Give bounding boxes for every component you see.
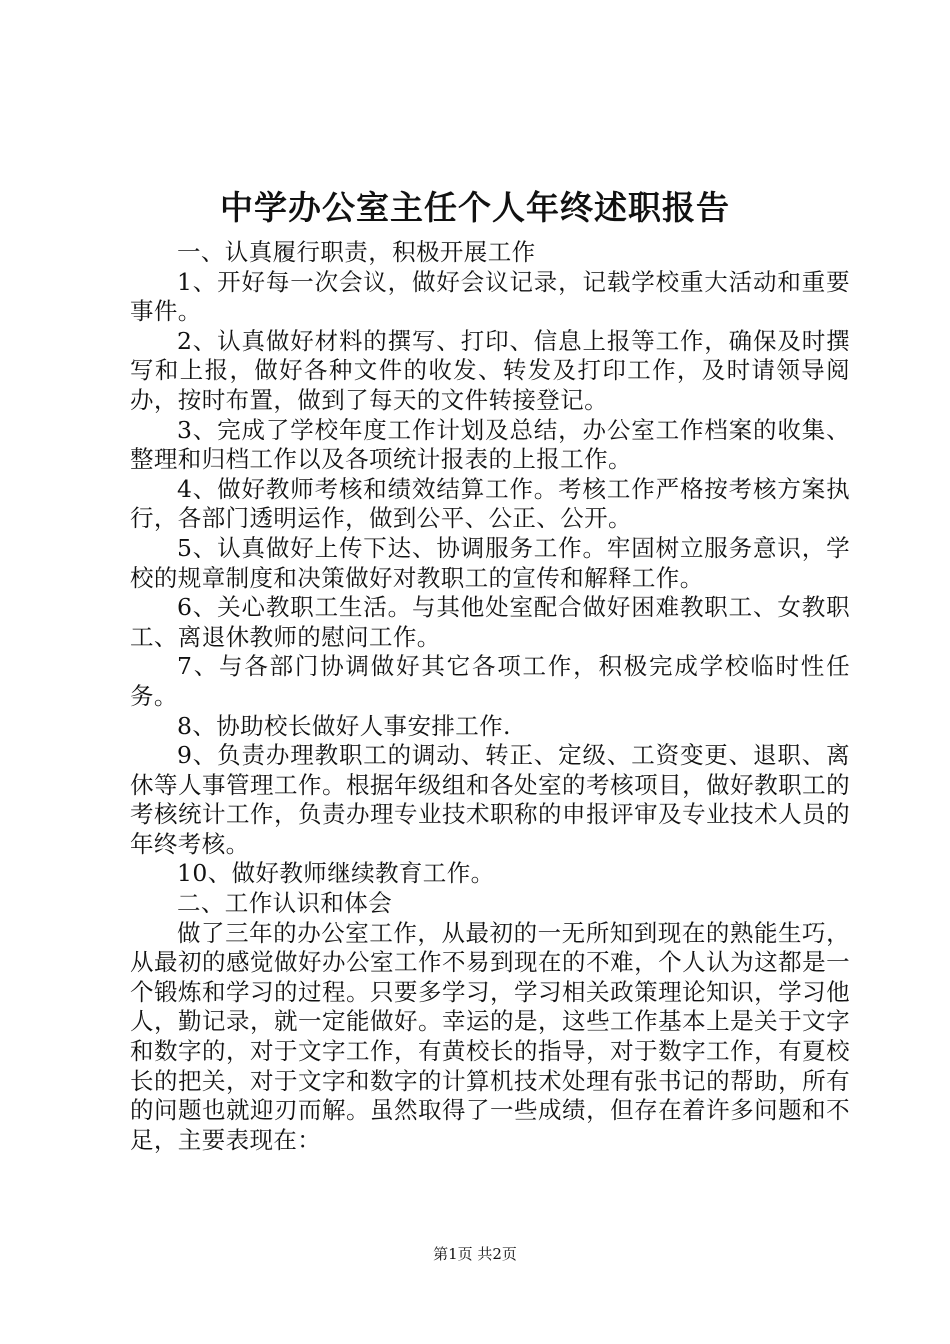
paragraph: 8、协助校长做好人事安排工作. [177,711,511,740]
page-footer: 第1页 共2页 [433,1245,517,1263]
document-title: 中学办公室主任个人年终述职报告 [220,188,730,227]
paragraph: 6、关心教职工生活。与其他处室配合做好困难教职工、女教职工、离退休教师的慰问工作。 [130,593,850,651]
paragraph: 9、负责办理教职工的调动、转正、定级、工资变更、退职、离休等人事管理工作。根据年级组和各处室的考核项目，做好教职工的考核统计工作，负责办理专业技术职称的申报评审及专业技术人员的年终考核。 [130,741,850,858]
paragraph: 做了三年的办公室工作，从最初的一无所知到现在的熟能生巧，从最初的感觉做好办公室工作不易到现在的不难，个人认为这都是一个锻炼和学习的过程。只要多学习，学习相关政策理论知识，学习他人，勤记录，就一定能做好。幸运的是，这些工作基本上是关于文字和数字的，对于文字工作，有黄校长的指导，对于数字工作，有夏校长的把关，对于文字和数字的计算机技术处理有张书记的帮助，所有的问题也就迎刃而解。虽然取得了一些成绩，但存在着许多问题和不足，主要表现在： [130,918,850,1154]
paragraph: 5、认真做好上传下达、协调服务工作。牢固树立服务意识，学校的规章制度和决策做好对教职工的宣传和解释工作。 [130,533,850,592]
section-heading: 二、工作认识和体会 [177,889,393,918]
section-heading: 一、认真履行职责，积极开展工作 [177,238,536,266]
paragraph: 1、开好每一次会议，做好会议记录，记载学校重大活动和重要事件。 [130,267,850,326]
paragraph: 2、认真做好材料的撰写、打印、信息上报等工作，确保及时撰写和上报，做好各种文件的收发、转发及打印工作，及时请领导阅办，按时布置，做到了每天的文件转接登记。 [130,326,850,414]
paragraph: 3、完成了学校年度工作计划及总结，办公室工作档案的收集、整理和归档工作以及各项统计报表的上报工作。 [130,415,850,474]
paragraph: 7、与各部门协调做好其它各项工作，积极完成学校临时性任务。 [130,652,850,710]
paragraph: 4、做好教师考核和绩效结算工作。考核工作严格按考核方案执行，各部门透明运作，做到公平、公正、公开。 [130,474,850,533]
document-body [130,238,850,1155]
paragraph: 10、做好教师继续教育工作。 [177,859,495,888]
